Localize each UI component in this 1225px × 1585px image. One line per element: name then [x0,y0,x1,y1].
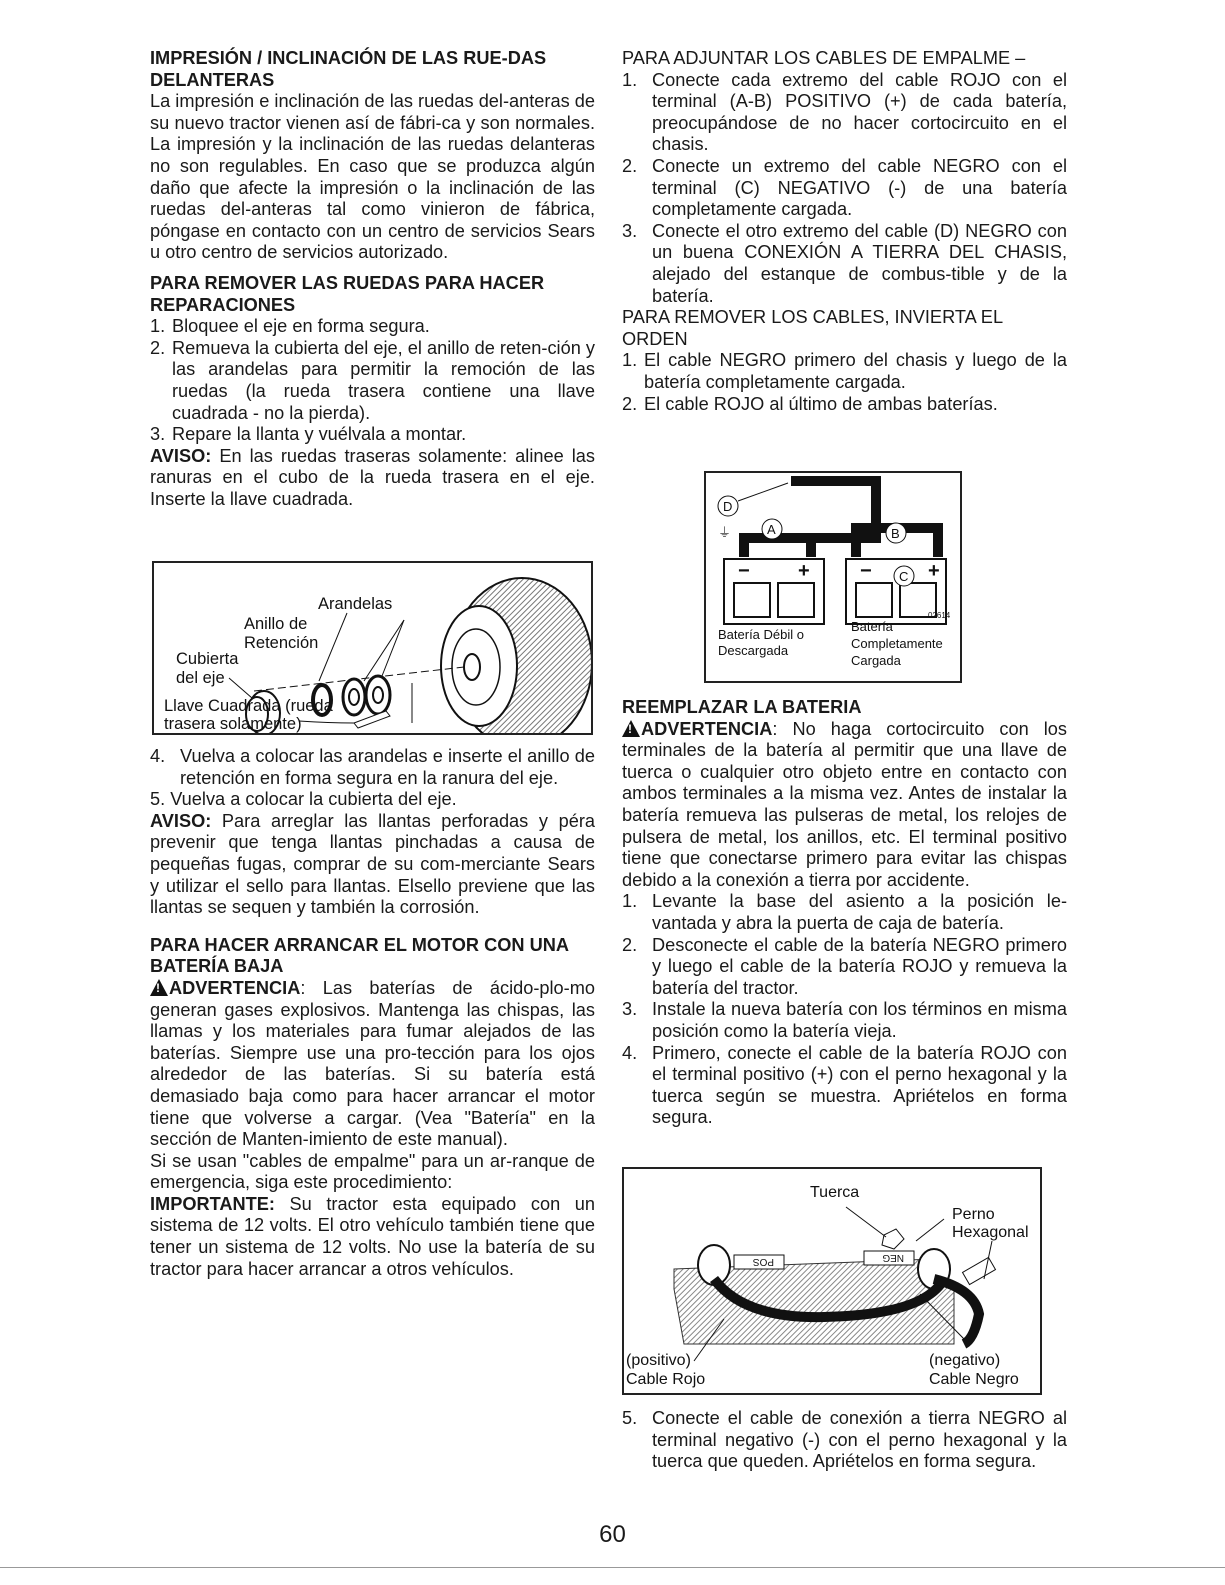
figure-wheel [152,561,593,735]
importante-12v: IMPORTANTE: Su tractor esta equipado con un sistema de 12 volts. El otro vehículo también tiene que tener un sistema de 12 volts. No use la batería de su tractor para hacer arrancar a otros vehículos. [150,1193,595,1279]
right-column-lower [622,697,1067,1129]
svg-text:C: C [899,569,909,584]
bolt-shape [963,1257,996,1284]
page-edge-line [0,1567,1225,1568]
list-item: 2. Conecte un extremo del cable NEGRO con el terminal (C) NEGATIVO (-) de una batería completamente cargada. [622,155,1067,220]
svg-text:Batería Débil o: Batería Débil o [718,627,804,642]
svg-text:−: − [738,560,750,582]
advertencia-gases: !ADVERTENCIA: Las baterías de ácido-plo-mo generan gases explosivos. Mantenga las chispas, las llamas y los materiales para fumar alejados de las baterías. Siempre use una pro-tección para los ojos alrededor de las baterías. Si su batería está demasiado baja como para hacer arrancar el motor tiene que volverse a cargar. (Vea "Batería" en la sección de Manten-imiento de este manual). [150,978,595,1151]
list-item: 1. Levante la base del asiento a la posición le-vantada y abra la puerta de caja de batería. [622,891,1067,933]
page-number: 60 [599,1521,626,1548]
paragraph-cables-empalme: Si se usan "cables de empalme" para un ar-ranque de emergencia, siga este procedimiento: [150,1150,595,1193]
svg-text:⏚: ⏚ [718,525,732,540]
list-item: 4. Primero, conecte el cable de la batería ROJO con el terminal positivo (+) con el perno hexagonal y la tuerca según se muestra. Apriételos en forma segura. [622,1042,1067,1128]
section-title-impresion: IMPRESIÓN / INCLINACIÓN DE LAS RUE-DAS DELANTERAS [150,48,547,90]
label-cable-negro: Cable Negro [929,1371,1019,1388]
left-column-lower [150,746,595,1280]
svg-text:Completamente: Completamente [851,636,943,651]
list-item: 2. Desconecte el cable de la batería NEGRO primero y luego el cable de la batería ROJO y remueva la batería del tractor. [622,934,1067,998]
section-title-adjuntar: PARA ADJUNTAR LOS CABLES DE EMPALME – [622,48,1026,68]
section-title-remover-cables: PARA REMOVER LOS CABLES, INVIERTA EL ORDEN [622,307,1003,349]
svg-text:+: + [798,560,810,582]
label-llave: Llave Cuadrada (rueda [164,697,333,715]
svg-text:Cargada: Cargada [851,653,901,668]
svg-text:POS: POS [752,1256,774,1267]
svg-text:B: B [891,526,900,541]
list-item: 1. Bloquee el eje en forma segura. [150,316,430,337]
label-cubierta: Cubierta [176,650,239,668]
svg-text:Descargada: Descargada [718,643,789,658]
aviso-ruedas: AVISO: En las ruedas traseras solamente: alinee las ranuras en el cubo de la rueda trasera en el eje. Inserte la llave cuadrada. [150,445,595,509]
list-item: 2. El cable ROJO al último de ambas baterías. [622,393,998,414]
section-title-reemplazar: REEMPLAZAR LA BATERIA [622,697,862,717]
list-item: 4. Vuelva a colocar las arandelas e inserte el anillo de retención en forma segura en la ranura del eje. [150,746,595,788]
svg-text:02614: 02614 [928,611,951,620]
warning-icon [150,979,168,996]
label-anillo: Anillo de [244,615,308,633]
label-positivo: (positivo) [626,1352,691,1369]
svg-text:A: A [767,522,776,537]
svg-text:Batería: Batería [851,619,893,634]
list-item: 1. El cable NEGRO primero del chasis y luego de la batería completamente cargada. [622,350,1067,392]
svg-text:NEG: NEG [882,1252,904,1263]
left-column [150,48,595,510]
label-negativo: (negativo) [929,1352,1001,1369]
nut-shape [882,1229,904,1249]
figure-jump-batteries [704,471,962,683]
label-hexagonal: Hexagonal [952,1224,1029,1241]
label-arandelas: Arandelas [318,595,393,613]
section-title-arrancar: PARA HACER ARRANCAR EL MOTOR CON UNA BATERÍA BAJA [150,934,569,977]
paragraph-impresion: La impresión e inclinación de las ruedas del-anteras de su nuevo tractor vienen así de fábri-ca y son normales. La impresión y la inclinación de las ruedas delanteras no son regulables. En caso que se produzca algún daño que afecte la impresión o la inclinación de las ruedas del-anteras tal como vinieron de fábrica, póngase en contacto con un centro de servicios Sears u otro centro de servicios autorizado. [150,91,595,263]
label-tuerca: Tuerca [810,1184,860,1201]
right-column-end [622,1408,1067,1473]
item-5: 5. Vuelva a colocar la cubierta del eje. [150,789,457,810]
list-item: 3. Conecte el otro extremo del cable (D) NEGRO con un buena CONEXIÓN A TIERRA DEL CHASIS, alejado del estanque de combus-tible y de la batería. [622,220,1067,306]
advertencia-cortocircuito: !ADVERTENCIA: No haga cortocircuito con los terminales de la batería al permitir que una llave de tuerca o cualquier otro objeto entre en contacto con ambos terminales a la misma vez. Antes de instalar la batería remueva las pulseras de metal, los relojes de pulsera de metal, los anillos, etc. El terminal positivo tiene que conectarse primero para evitar las chispas debido a la conexión a tierra por accidente. [622,719,1067,892]
aviso-llantas: AVISO: Para arreglar las llantas perforadas y péra prevenir que tenga llantas pinchadas a causa de pequeñas fugas, comprar de su com-merciante Sears y utilizar el sello para llantas. Elsello previene que las llantas se sequen y también la corrosión. [150,810,595,918]
label-perno: Perno [952,1206,995,1223]
label-retencion: Retención [244,634,319,652]
label-trasera: trasera solamente) [164,715,302,733]
list-item: 3. Instale la nueva batería con los términos en misma posición como la batería vieja. [622,999,1067,1041]
list-item: 2. Remueva la cubierta del eje, el anillo de reten-ción y las arandelas para permitir la remoción de las ruedas (la rueda trasera contiene una llave cuadrada - no la pierda). [150,337,595,423]
figure-battery-terminals [622,1167,1042,1395]
svg-text:D: D [723,499,733,514]
label-cable-rojo: Cable Rojo [626,1371,706,1388]
svg-text:−: − [860,560,872,582]
list-item: 3. Repare la llanta y vuélvala a montar. [150,424,467,445]
right-column [622,48,1067,415]
list-item: 5. Conecte el cable de conexión a tierra NEGRO al terminal negativo (-) con el perno hexagonal y la tuerca que queden. Apriételos en forma segura. [622,1408,1067,1472]
list-item: 1. Conecte cada extremo del cable ROJO con el terminal (A-B) POSITIVO (+) de cada batería, preocupándose de no hacer cortocircuito en el chasis. [622,69,1067,155]
label-del-eje: del eje [176,669,225,687]
warning-icon [622,720,640,737]
svg-text:+: + [928,560,940,582]
section-title-remover-ruedas: PARA REMOVER LAS RUEDAS PARA HACER REPARACIONES [150,272,545,315]
